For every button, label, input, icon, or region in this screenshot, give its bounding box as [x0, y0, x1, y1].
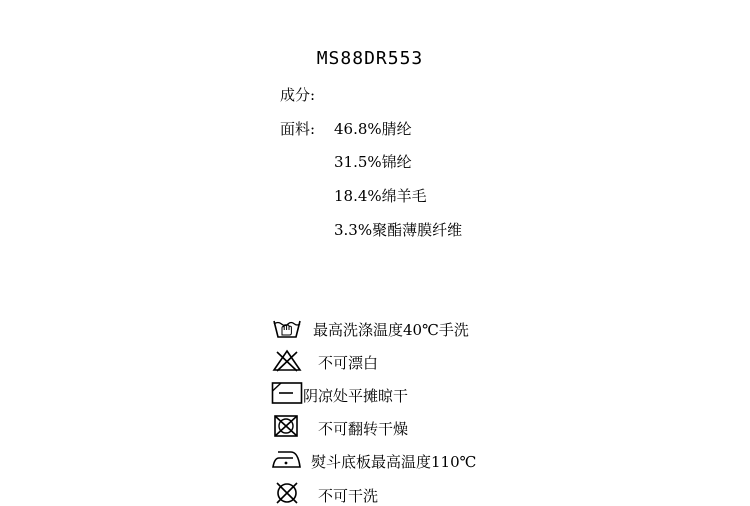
care-text: 不可翻转干燥	[318, 420, 409, 438]
fabric-item: 18.4%绵羊毛	[334, 187, 427, 205]
do-not-bleach-icon	[271, 349, 303, 373]
care-text: 不可干洗	[318, 487, 379, 505]
composition-heading: 成分:	[280, 86, 316, 104]
care-text: 不可漂白	[318, 354, 379, 372]
fabric-item: 3.3%聚酯薄膜纤维	[334, 221, 463, 239]
care-text: 最高洗涤温度40℃手洗	[313, 321, 469, 339]
do-not-tumble-dry-icon	[272, 414, 302, 438]
dry-flat-in-shade-icon	[271, 381, 303, 405]
fabric-label: 面料:	[280, 120, 316, 138]
hand-wash-40-icon	[272, 316, 302, 340]
do-not-dry-clean-icon	[272, 481, 302, 505]
fabric-item: 31.5%锦纶	[334, 153, 412, 171]
product-code: MS88DR553	[316, 48, 424, 69]
fabric-item: 46.8%腈纶	[334, 120, 412, 138]
care-text: 熨斗底板最高温度110℃	[311, 453, 477, 471]
care-text: 阴凉处平摊晾干	[303, 387, 409, 405]
iron-low-110-icon	[271, 447, 303, 471]
